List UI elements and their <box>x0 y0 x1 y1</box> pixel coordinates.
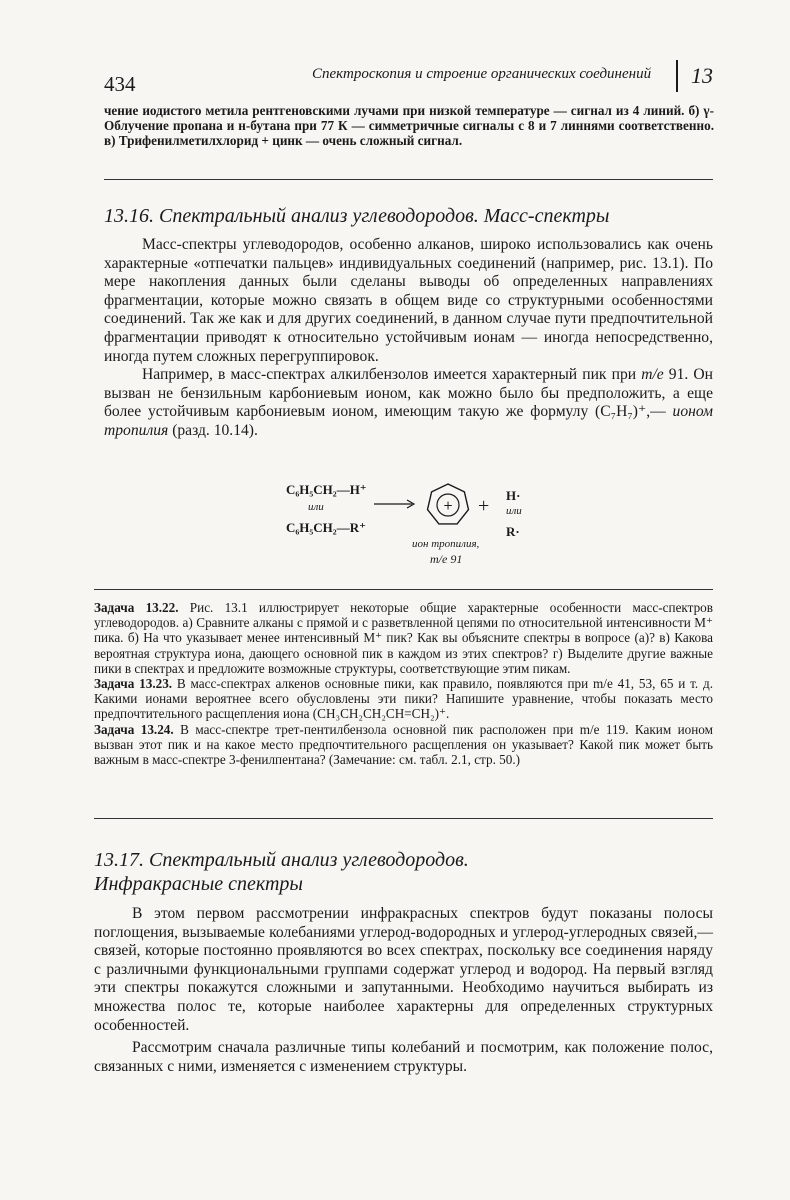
paragraph: Масс-спектры углеводородов, особенно алканов, широко использовались как очень характерные «отпечатки пальцев» индивидуальных соединений (например, рис. 13.1). По мере накопления данных были сделаны выводы об определенных направлениях фрагментации, которые можно связать в общем виде со структурными особенностями соединений. Так же как и для других соединений, в данном случае пути предпочтительной фрагментации приводят к относительно устойчивым ионам — иногда непосредственно, иногда путем сложных перегруппировок. <box>104 236 713 365</box>
problems-block <box>94 600 713 767</box>
section-divider <box>94 818 713 819</box>
problem-13-22: Задача 13.22. Рис. 13.1 иллюстрирует некоторые общие характерные особенности масс-спектров углеводородов. а) Сравните алканы с прямой и с разветвленной цепями по относительной интенсивности M⁺ пика. б) На что указывает менее интенсивный M⁺ пик? Как вы объясните спектры в вопросе (а)? в) Какова вероятная структура иона, дающего основной пик в каждом из этих спектров? г) Выделите другие важные пики в спектрах и предложите возможные структуры, соответствующие этим пикам. <box>94 600 713 676</box>
reactant-1: C₆H₅CH₂—H⁺ <box>286 482 367 497</box>
tropylium-mz: m/e 91 <box>430 552 463 566</box>
paragraph: Рассмотрим сначала различные типы колебаний и посмотрим, как положение полос, связанных с ними, изменяется с изменением структуры. <box>94 1039 713 1075</box>
or-label: или <box>506 505 522 517</box>
paragraph: В этом первом рассмотрении инфракрасных спектров будут показаны полосы поглощения, вызываемые колебаниями углерод-водородных и углерод-углеродных связей,— связей, которые постоянно проявляются во всех спектрах, поскольку все соединения наряду с различными функциональными группами содержат углерод и водород. На первый взгляд эти спектры покажутся сложными и запутанными. Необходимо научиться выбирать из множества полос те, которые наиболее характерны для определенных структурных особенностей. <box>94 905 713 1034</box>
tasks-top-divider <box>94 589 713 590</box>
continuation-text: чение иодистого метила рентгеновскими лучами при низкой температуре — сигнал из 4 линий. б) γ-Облучение пропана и н-бутана при 77 К — симметричные сигналы с 8 и 7 линнями соответственно. в) Трифенилметилхлорид + цинк — очень сложный сигнал. <box>104 103 714 149</box>
tropylium-label: ион тропилия, <box>412 538 480 550</box>
reactant-2: C₆H₅CH₂—R⁺ <box>286 520 366 535</box>
reaction-scheme <box>280 482 550 578</box>
chapter-number: 13 <box>691 63 713 88</box>
product-r-radical: R· <box>506 524 520 539</box>
reaction-arrow <box>372 498 418 510</box>
paragraph: Например, в масс-спектрах алкилбензолов имеется характерный пик при m/e 91. Он вызван не бензильным карбониевым ионом, как можно было бы предположить, а еще более устойчивым карбониевым ионом, имеющим такую же формулу (C₇H₇)⁺,— ионом тропилия (разд. 10.14). <box>104 366 713 439</box>
problem-13-23: Задача 13.23. В масс-спектрах алкенов основные пики, как правило, появляются при m/e 41, 53, 65 и т. д. Какими ионами вероятнее всего обусловлены эти пики? Напишите уравнение, чтобы показать место предпочтительного расщепления иона (CH₃CH₂CH₂CH=CH₂)⁺. <box>94 676 713 722</box>
tropylium-ring-icon <box>425 482 471 528</box>
or-label: или <box>308 501 324 513</box>
header-divider <box>676 60 678 92</box>
problem-13-24: Задача 13.24. В масс-спектре трет-пентилбензола основной пик расположен при m/e 119. Каким ионом вызван этот пик и на какое место предпочтительного расщепления он указывает? Какой пик может быть важным в масс-спектре 3-фенилпентана? (Замечание: см. табл. 2.1, стр. 50.) <box>94 721 713 768</box>
page-number: 434 <box>104 72 136 96</box>
product-h-radical: H· <box>506 488 521 503</box>
section-title-13-17: 13.17. Спектральный анализ углеводородов. Инфракрасные спектры <box>94 849 469 895</box>
section-13-16-body <box>104 236 713 441</box>
section-13-17-body <box>94 905 713 1076</box>
svg-text:+: + <box>442 498 454 513</box>
running-title: Спектроскопия и строение органических соединений <box>312 66 652 82</box>
section-title-13-16: 13.16. Спектральный анализ углеводородов. Масс-спектры <box>104 205 610 227</box>
section-divider <box>104 179 713 180</box>
plus-sign: + <box>478 495 490 517</box>
